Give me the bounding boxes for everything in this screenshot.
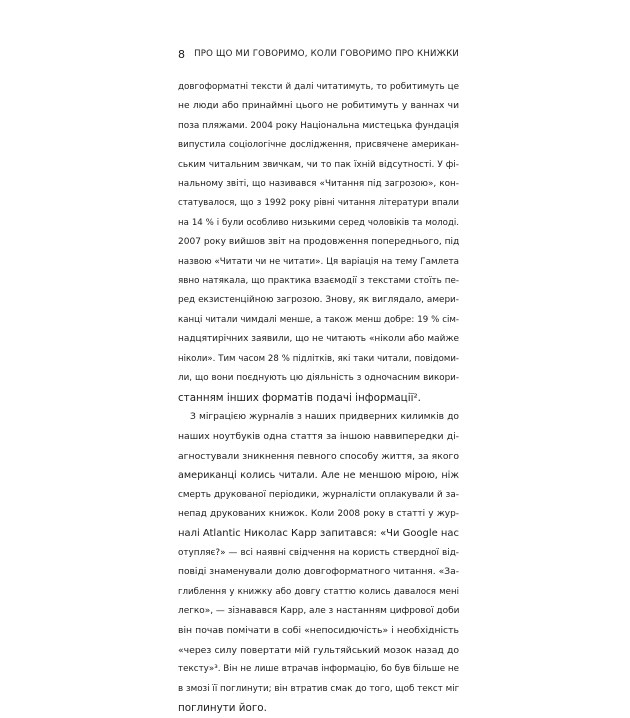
text-line: З міграцією журналів з наших придверних килимків до [190,411,459,422]
page-number: 8 [178,48,185,61]
text-line: тексту»³. Він не лише втрачав інформацію, бо був більше не [178,664,459,675]
text-line: не люди або принаймні цього не робитимуть у ваннах чи [178,101,459,112]
text-line: смерть друкованої періодики, журналісти оплакували й за- [178,489,459,500]
text-line: «через силу повертати мій гультяйський мозок назад до [178,644,459,656]
text-line: статувалося, що з 1992 року рівні читання літератури впали [178,198,459,209]
text-line: поза пляжами. 2004 року Національна мистецька фундація [178,120,459,131]
text-line: непад друкованих книжок. Коли 2008 року в статті у жур- [178,508,459,519]
text-line: випустила соціологічне дослідження, присвячене американ- [178,140,459,151]
text-line: на 14 % і були особливо низькими серед чоловіків та молоді. [178,217,459,228]
text-line: довгоформатні тексти й далі читатимуть, то робитимуть це [178,82,459,92]
text-line: канці читали чимдалі менше, а також менш добре: 19 % сім- [178,314,459,325]
text-line: 2007 року вийшов звіт на продовження попереднього, під [178,237,459,248]
text-line: в змозі її поглинути; він втратив смак до того, щоб текст міг [178,683,459,694]
text-line: американці колись читали. Але не меншою мірою, ніж [178,470,459,482]
body-text [178,78,459,718]
text-line: ніколи». Тим часом 28 % підлітків, які таки читали, повідоми- [178,353,459,364]
text-line: він почав помічати в собі «непосидючість» і необхідність [178,625,459,637]
text-line: легко», — зізнавався Карр, але з настанням цифрової доби [178,605,459,616]
text-line: станням інших форматів подачі інформації². [178,391,421,404]
text-line: ред екзистенційною загрозою. Знову, як виглядало, амери- [178,295,459,306]
text-line: ли, що вони поєднують цю діяльність з одночасним викори- [178,373,459,384]
text-line: поглинути його. [178,702,267,714]
text-line: нальному звіті, що називався «Читання під загрозою», кон- [178,179,459,190]
text-line: надцятирічних заявили, що не читають «ніколи або майже [178,334,459,345]
running-head: ПРО ЩО МИ ГОВОРИМО, КОЛИ ГОВОРИМО ПРО КНИЖКИ [194,49,459,59]
text-line: повіді знаменували долю довгоформатного читання. «За- [178,567,459,578]
text-line: назвою «Читати чи не читати». Ця варіація на тему Гамлета [178,256,459,267]
text-line: наших ноутбуків одна стаття за іншою наввипередки ді- [178,431,459,443]
text-line: ським читальним звичкам, чи то пак їхній відсутності. У фі- [178,159,459,170]
text-line: явно натякала, що практика взаємодії з текстами стоїть пе- [178,276,459,287]
text-line: налі Atlantic Николас Карр запитався: «Чи Google нас [178,528,459,540]
text-line: отупляє?» — всі наявні свідчення на користь ствердної від- [178,547,459,558]
text-line: агностували зникнення певного способу життя, за якого [178,450,459,462]
text-line: глиблення у книжку або довгу статтю колись давалося мені [178,586,459,597]
